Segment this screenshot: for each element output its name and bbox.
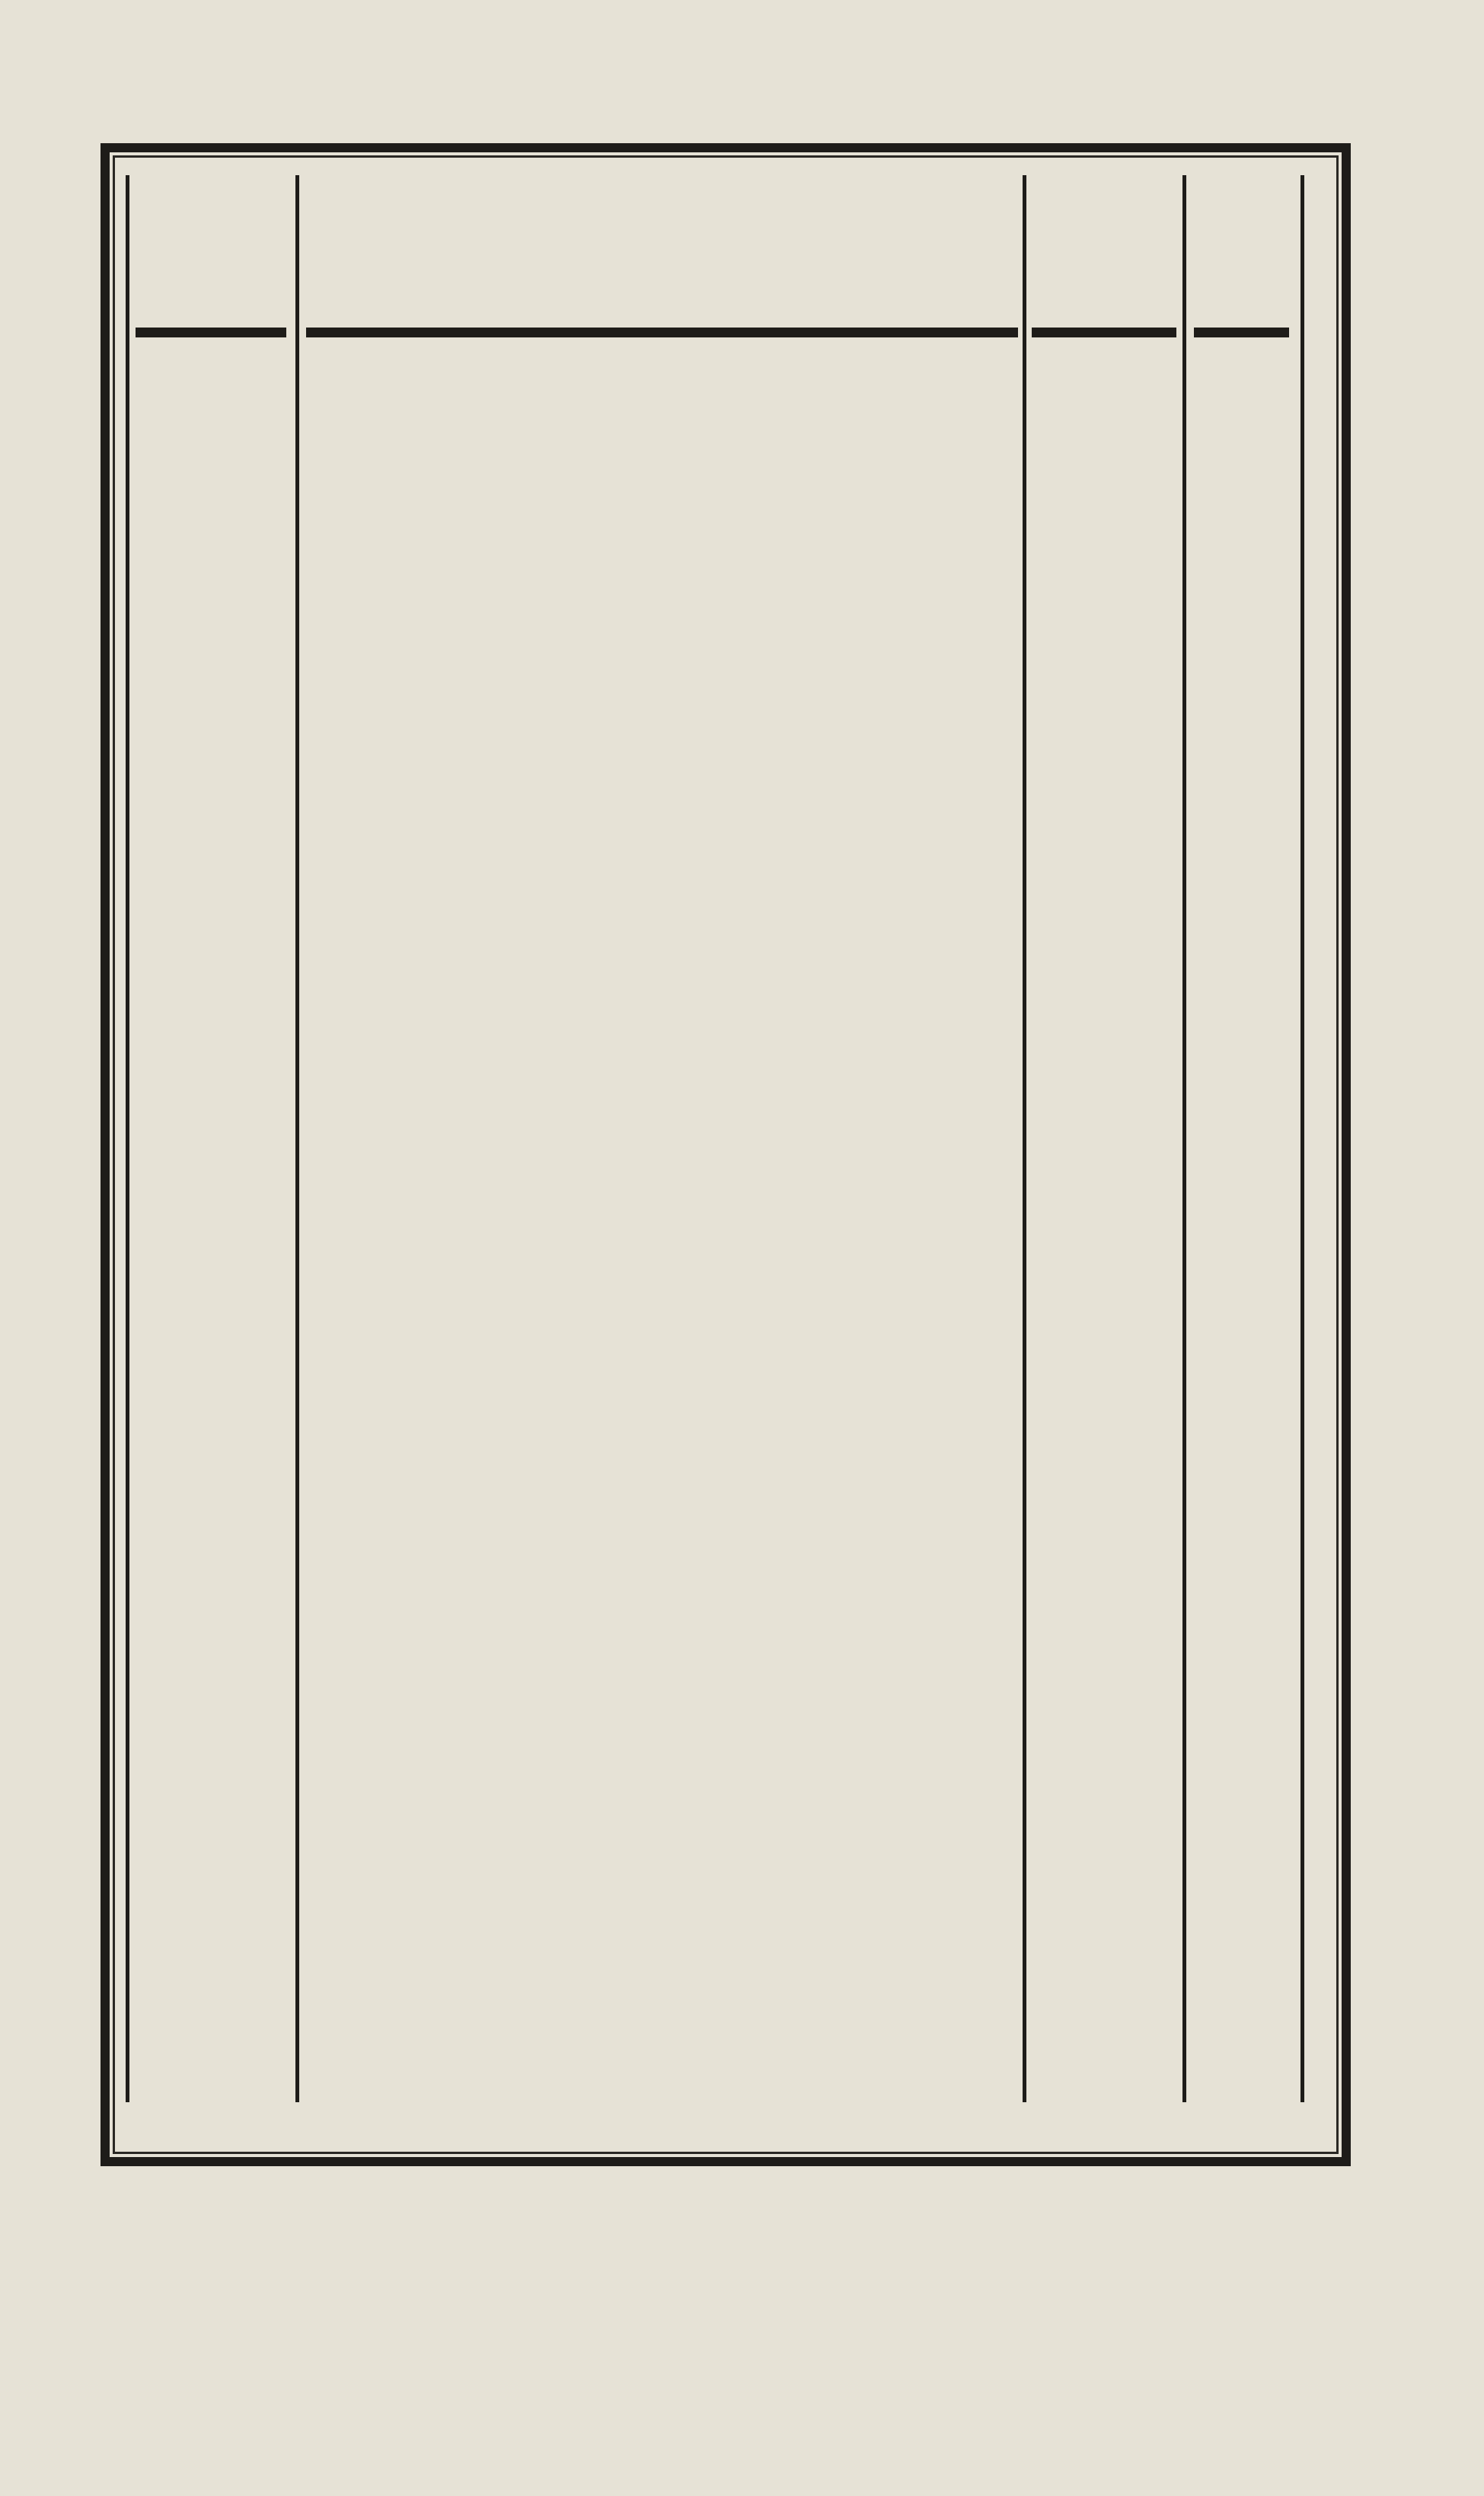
column-divider bbox=[295, 175, 299, 2102]
header-rule bbox=[1032, 328, 1176, 337]
header-rule bbox=[306, 328, 1018, 337]
column-divider bbox=[1300, 175, 1304, 2102]
header-rule bbox=[136, 328, 286, 337]
column-divider bbox=[126, 175, 129, 2102]
column-divider bbox=[1023, 175, 1026, 2102]
header-rule bbox=[1194, 328, 1289, 337]
column-divider bbox=[1182, 175, 1186, 2102]
table-frame bbox=[101, 143, 1351, 2166]
